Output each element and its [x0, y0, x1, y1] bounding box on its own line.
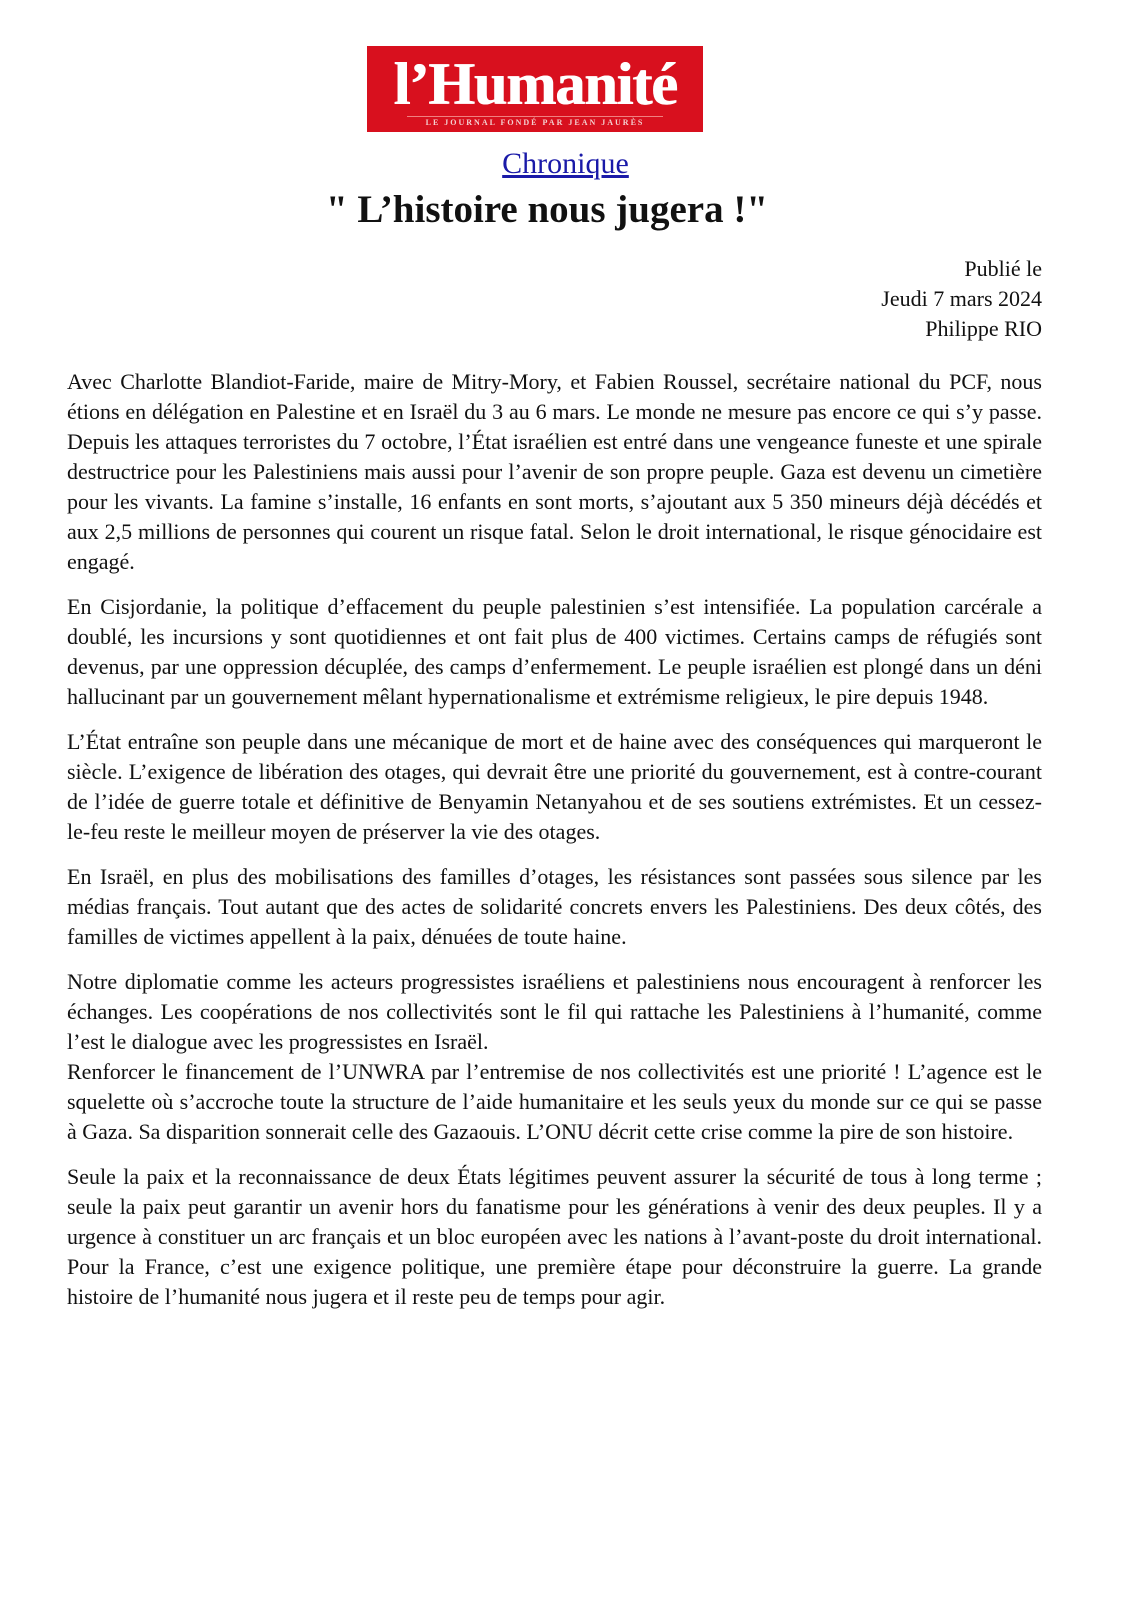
paragraph: En Israël, en plus des mobilisations des familles d’otages, les résistances sont passées sous silence par les médias français. Tout autant que des actes de solidarité concrets envers les Palestiniens. Des deux côtés, des familles de victimes appellent à la paix, dénuées de toute haine. — [67, 864, 1042, 949]
publication-date: Jeudi 7 mars 2024 — [881, 286, 1042, 311]
paragraph: Avec Charlotte Blandiot-Faride, maire de Mitry-Mory, et Fabien Roussel, secrétaire national du PCF, nous étions en délégation en Palestine et en Israël du 3 au 6 mars. Le monde ne mesure pas encore ce qui s’y passe. Depuis les attaques terroristes du 7 octobre, l’État israélien est entré dans une vengeance funeste et une spirale destructrice pour les Palestiniens mais aussi pour l’avenir de son propre peuple. Gaza est devenu un cimetière pour les vivants. La famine s’installe, 16 enfants en sont morts, s’ajoutant aux 5 350 mineurs déjà décédés et aux 2,5 millions de personnes qui courent un risque fatal. Selon le droit international, le risque génocidaire est engagé. — [67, 369, 1042, 574]
article-title: " L’histoire nous jugera !" — [325, 188, 768, 231]
logo-tagline: LE JOURNAL FONDÉ PAR JEAN JAURÈS — [407, 116, 663, 127]
section-kicker — [0, 146, 1131, 182]
paragraph: Seule la paix et la reconnaissance de deux États légitimes peuvent assurer la sécurité de tous à long terme ; seule la paix peut garantir un avenir hors du fanatisme pour les générations à venir des deux peuples. Il y a urgence à constituer un arc français et un bloc européen avec les nations à l’avant-poste du droit international. Pour la France, c’est une exigence politique, une première étape pour déconstruire la guerre. La grande histoire de l’humanité nous jugera et il reste peu de temps pour agir. — [67, 1164, 1042, 1309]
paragraph: Renforcer le financement de l’UNWRA par l’entremise de nos collectivités est une priorité ! L’agence est le squelette où s’accroche toute la structure de l’aide humanitaire et les seuls yeux du monde sur ce qui se passe à Gaza. Sa disparition sonnerait celle des Gazaouis. L’ONU décrit cette crise comme la pire de son histoire. — [67, 1059, 1042, 1144]
published-label: Publié le — [964, 256, 1042, 281]
logo-wordmark: l’Humanité — [393, 51, 677, 117]
newspaper-logo — [367, 46, 703, 132]
paragraph: En Cisjordanie, la politique d’effacement du peuple palestinien s’est intensifiée. La population carcérale a doublé, les incursions y sont quotidiennes et ont fait plus de 400 victimes. Certains camps de réfugiés sont devenus, par une oppression décuplée, des camps d’enfermement. Le peuple israélien est plongé dans un déni hallucinant par un gouvernement mêlant hypernationalisme et extrémisme religieux, le pire depuis 1948. — [67, 594, 1042, 709]
author-name: Philippe RIO — [925, 316, 1042, 341]
paragraph: Notre diplomatie comme les acteurs progressistes israéliens et palestiniens nous encouragent à renforcer les échanges. Les coopérations de nos collectivités sont le fil qui rattache les Palestiniens à l’humanité, comme l’est le dialogue avec les progressistes en Israël. — [67, 969, 1042, 1054]
paragraph: L’État entraîne son peuple dans une mécanique de mort et de haine avec des conséquences qui marqueront le siècle. L’exigence de libération des otages, qui devrait être une priorité du gouvernement, est à contre-courant de l’idée de guerre totale et définitive de Benyamin Netanyahou et de ses soutiens extrémistes. Et un cessez-le-feu reste le meilleur moyen de préserver la vie des otages. — [67, 729, 1042, 844]
section-link-chronique[interactable]: Chronique — [502, 147, 629, 180]
byline — [881, 254, 1042, 344]
article-body — [67, 367, 1042, 1327]
